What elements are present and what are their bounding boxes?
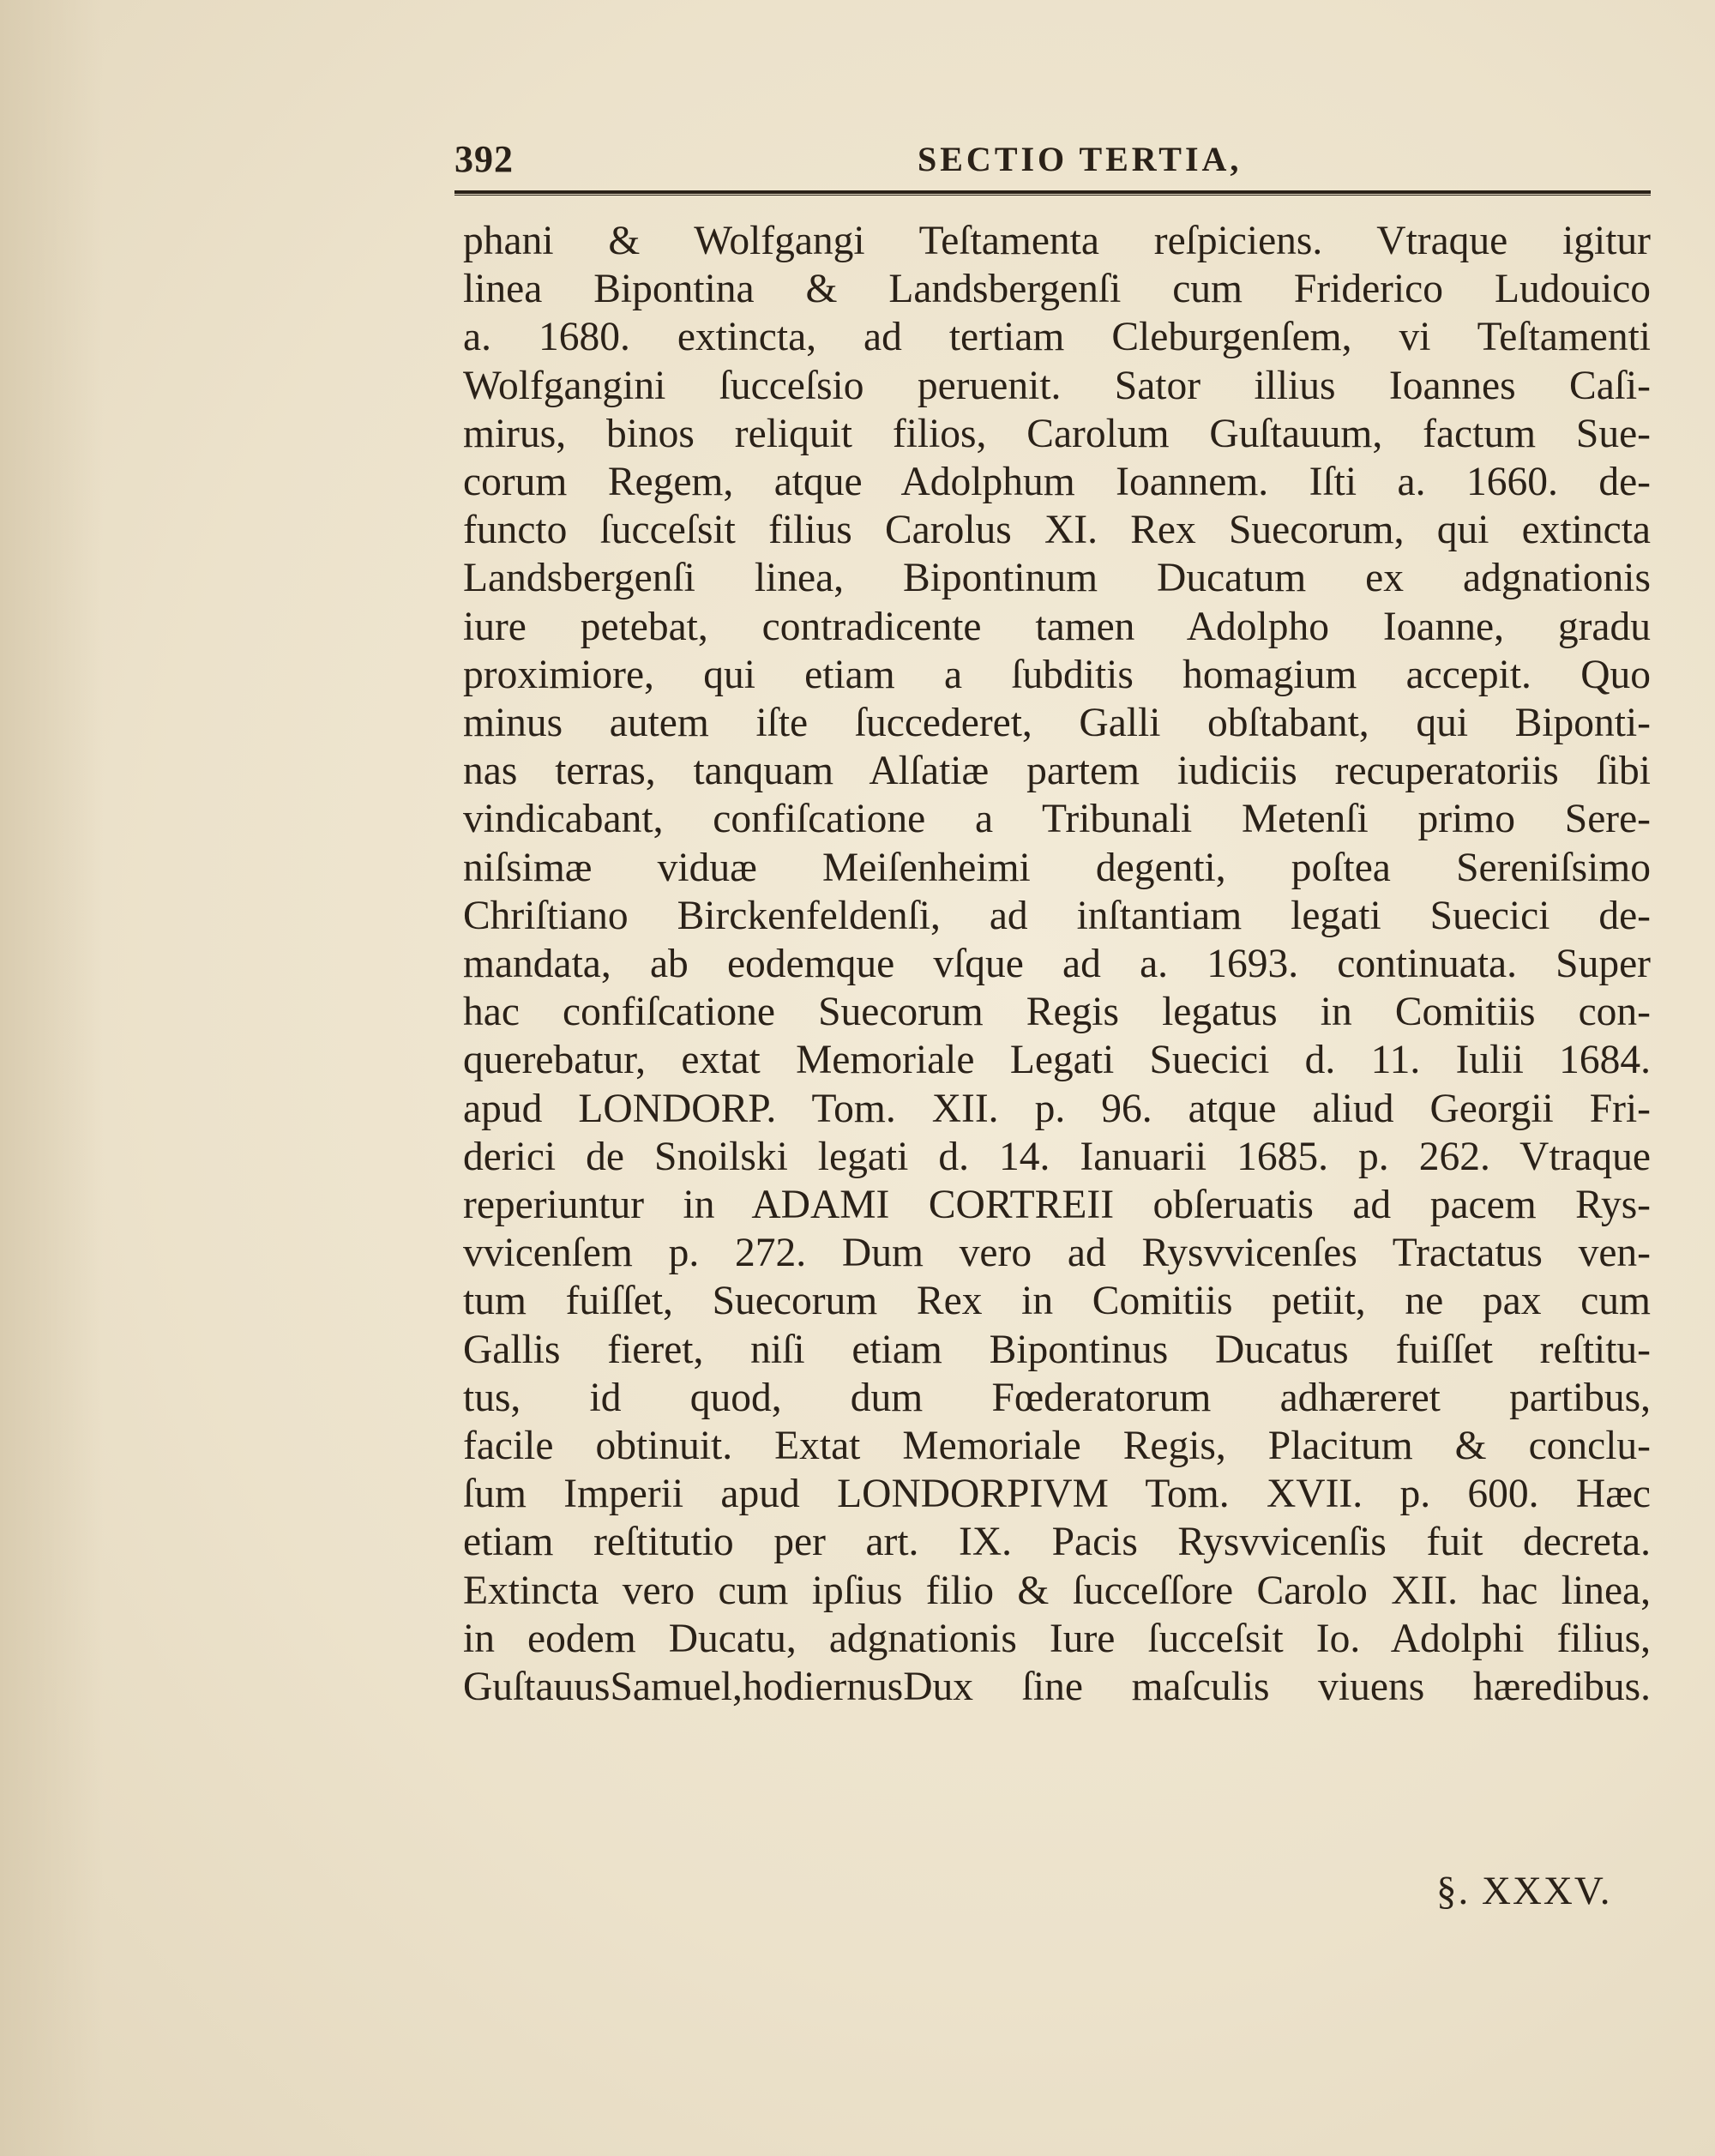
body-text: [463, 217, 1651, 1711]
text-line: ſum Imperii apud LONDORPIVM Tom. XVII. p. 600. Hæc: [463, 1472, 1651, 1517]
text-line: minus autem iſte ſuccederet, Galli obſtabant, qui Biponti-: [463, 701, 1651, 746]
header-rule: [454, 190, 1651, 196]
text-line: vvicenſem p. 272. Dum vero ad Rysvvicenſes Tractatus ven-: [463, 1231, 1651, 1276]
text-line: niſsimæ viduæ Meiſenheimi degenti, poſtea Sereniſsimo: [463, 845, 1651, 890]
text-line: hac confiſcatione Suecorum Regis legatus in Comitiis con-: [463, 990, 1651, 1035]
text-line: a. 1680. extincta, ad tertiam Cleburgenſem, vi Teſtamenti: [463, 315, 1651, 360]
text-line: Landsbergenſi linea, Bipontinum Ducatum ex adgnationis: [463, 556, 1651, 601]
text-line: reperiuntur in ADAMI CORTREII obſeruatis ad pacem Rys-: [463, 1183, 1651, 1228]
text-line: functo ſucceſsit filius Carolus XI. Rex Suecorum, qui extincta: [463, 508, 1651, 553]
page-header: [454, 137, 1651, 189]
text-line: facile obtinuit. Extat Memoriale Regis, Placitum & conclu-: [463, 1424, 1651, 1469]
text-line: Extincta vero cum ipſius filio & ſucceſſore Carolo XII. hac linea,: [463, 1568, 1651, 1613]
text-line: derici de Snoilski legati d. 14. Ianuarii 1685. p. 262. Vtraque: [463, 1134, 1651, 1179]
page-gutter-shadow: [0, 0, 103, 2156]
text-line: in eodem Ducatu, adgnationis Iure ſucceſsit Io. Adolphi filius,: [463, 1616, 1651, 1661]
text-line: tum fuiſſet, Suecorum Rex in Comitiis petiit, ne pax cum: [463, 1279, 1651, 1324]
text-line: GuſtauusSamuel,hodiernusDux ſine maſculis viuens hæredibus.: [463, 1665, 1651, 1710]
page-number: 392: [454, 138, 514, 180]
text-line: linea Bipontina & Landsbergenſi cum Friderico Ludouico: [463, 267, 1651, 312]
text-line: tus, id quod, dum Fœderatorum adhæreret partibus,: [463, 1375, 1651, 1420]
text-line: Chriſtiano Birckenfeldenſi, ad inſtantiam legati Suecici de-: [463, 893, 1651, 938]
text-line: iure petebat, contradicente tamen Adolpho Ioanne, gradu: [463, 604, 1651, 649]
text-line: phani & Wolfgangi Teſtamenta reſpiciens. Vtraque igitur: [463, 219, 1651, 263]
text-line: nas terras, tanquam Alſatiæ partem iudiciis recuperatoriis ſibi: [463, 749, 1651, 794]
text-line: corum Regem, atque Adolphum Ioannem. Iſti a. 1660. de-: [463, 460, 1651, 505]
text-line: apud LONDORP. Tom. XII. p. 96. atque aliud Georgii Fri-: [463, 1086, 1651, 1131]
text-line: Gallis fieret, niſi etiam Bipontinus Ducatus fuiſſet reſtitu-: [463, 1327, 1651, 1372]
running-head: SECTIO TERTIA,: [918, 140, 1243, 178]
text-line: mirus, binos reliquit filios, Carolum Guſtauum, factum Sue-: [463, 411, 1651, 456]
text-line: proximiore, qui etiam a ſubditis homagium accepit. Quo: [463, 652, 1651, 697]
catchword: §. XXXV.: [1436, 1869, 1612, 1913]
text-line: mandata, ab eodemque vſque ad a. 1693. continuata. Super: [463, 942, 1651, 987]
text-line: Wolfgangini ſucceſsio peruenit. Sator illius Ioannes Caſi-: [463, 363, 1651, 408]
text-line: querebatur, extat Memoriale Legati Suecici d. 11. Iulii 1684.: [463, 1038, 1651, 1083]
text-line: etiam reſtitutio per art. IX. Pacis Rysvvicenſis fuit decreta.: [463, 1520, 1651, 1565]
text-line: vindicabant, confiſcatione a Tribunali Metenſi primo Sere-: [463, 797, 1651, 842]
